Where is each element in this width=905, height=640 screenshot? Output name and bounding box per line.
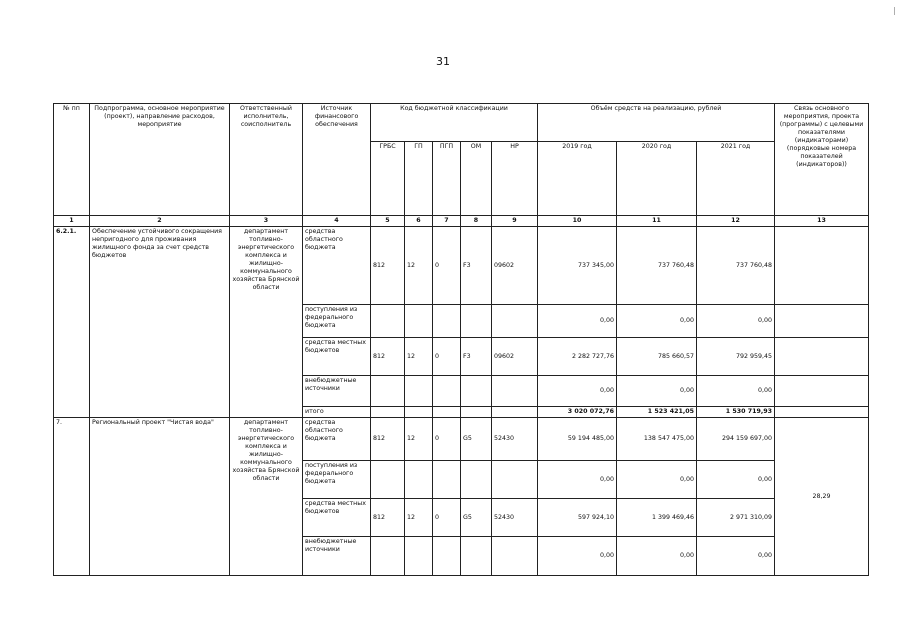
header-budget-code: Код бюджетной классификации: [371, 104, 538, 142]
grbs-code: [371, 376, 405, 407]
np-code: 52430: [492, 418, 538, 461]
grbs-code: 812: [371, 418, 405, 461]
gp-code: 12: [405, 418, 433, 461]
np-code: [492, 537, 538, 576]
column-number: 11: [617, 216, 697, 227]
pgp-code: [433, 305, 461, 338]
amount-2021: 294 159 697,00: [697, 418, 775, 461]
amount-2019: 597 924,10: [538, 499, 617, 537]
amount-2020: 737 760,48: [617, 227, 697, 305]
om-code: [461, 305, 492, 338]
amount-2019: 59 194 485,00: [538, 418, 617, 461]
np-code: 52430: [492, 499, 538, 537]
grbs-code: [371, 305, 405, 338]
grbs-code: 812: [371, 499, 405, 537]
funding-source: внебюджетные источники: [303, 537, 371, 576]
amount-2021: 0,00: [697, 305, 775, 338]
header-responsible: Ответственный исполнитель, соисполнитель: [230, 104, 303, 216]
column-number: 5: [371, 216, 405, 227]
gp-code: 12: [405, 499, 433, 537]
pgp-code: 0: [433, 338, 461, 376]
amount-2021: 0,00: [697, 461, 775, 499]
funding-source: средства областного бюджета: [303, 418, 371, 461]
funding-source: поступления из федерального бюджета: [303, 305, 371, 338]
amount-2021: 792 959,45: [697, 338, 775, 376]
column-number: 6: [405, 216, 433, 227]
om-code: [461, 407, 492, 418]
funding-source: средства областного бюджета: [303, 227, 371, 305]
pgp-code: 0: [433, 227, 461, 305]
gp-code: [405, 305, 433, 338]
om-code: G5: [461, 499, 492, 537]
indicator-link: [775, 227, 869, 305]
row-number: 7.: [54, 418, 90, 576]
funding-source: средства местных бюджетов: [303, 499, 371, 537]
amount-2020: 138 547 475,00: [617, 418, 697, 461]
page-number: 31: [436, 55, 450, 68]
pgp-code: 0: [433, 499, 461, 537]
measure-name: Обеспечение устойчивого сокращения непригодного для проживания жилищного фонда за счет средств бюджетов: [90, 227, 230, 418]
funding-source-total: итого: [303, 407, 371, 418]
np-code: [492, 407, 538, 418]
np-code: [492, 376, 538, 407]
indicator-link: 28,29: [775, 418, 869, 576]
gp-code: 12: [405, 227, 433, 305]
indicator-link: [775, 407, 869, 418]
grbs-code: 812: [371, 227, 405, 305]
row-number: 6.2.1.: [54, 227, 90, 418]
om-code: G5: [461, 418, 492, 461]
pgp-code: 0: [433, 418, 461, 461]
column-number: 1: [54, 216, 90, 227]
column-number: 10: [538, 216, 617, 227]
gp-code: [405, 461, 433, 499]
header-2021: 2021 год: [697, 142, 775, 216]
responsible-executor: департамент топливно-энергетического комплекса и жилищно-коммунального хозяйства Брянской области: [230, 227, 303, 418]
header-np: НР: [492, 142, 538, 216]
header-grbs: ГРБС: [371, 142, 405, 216]
gp-code: 12: [405, 338, 433, 376]
om-code: F3: [461, 227, 492, 305]
margin-mark: |: [893, 6, 896, 15]
header-2019: 2019 год: [538, 142, 617, 216]
column-number: 7: [433, 216, 461, 227]
total-2020: 1 523 421,05: [617, 407, 697, 418]
indicator-link: [775, 338, 869, 376]
amount-2020: 0,00: [617, 305, 697, 338]
grbs-code: [371, 537, 405, 576]
indicator-link: [775, 305, 869, 338]
om-code: [461, 376, 492, 407]
header-subprogram: Подпрограмма, основное мероприятие (проект), направление расходов, мероприятие: [90, 104, 230, 216]
column-number: 4: [303, 216, 371, 227]
grbs-code: 812: [371, 338, 405, 376]
np-code: [492, 461, 538, 499]
column-number: 2: [90, 216, 230, 227]
amount-2020: 785 660,57: [617, 338, 697, 376]
om-code: [461, 461, 492, 499]
total-2019: 3 020 072,76: [538, 407, 617, 418]
amount-2020: 0,00: [617, 461, 697, 499]
amount-2019: 0,00: [538, 461, 617, 499]
column-number: 9: [492, 216, 538, 227]
header-pgp: ПГП: [433, 142, 461, 216]
column-number: 13: [775, 216, 869, 227]
pgp-code: [433, 461, 461, 499]
amount-2020: 1 399 469,46: [617, 499, 697, 537]
funding-source: средства местных бюджетов: [303, 338, 371, 376]
np-code: [492, 305, 538, 338]
header-no: № пп: [54, 104, 90, 216]
amount-2019: 0,00: [538, 376, 617, 407]
pgp-code: [433, 376, 461, 407]
column-number: 8: [461, 216, 492, 227]
budget-table: [53, 103, 869, 576]
gp-code: [405, 407, 433, 418]
header-gp: ГП: [405, 142, 433, 216]
om-code: F3: [461, 338, 492, 376]
amount-2020: 0,00: [617, 376, 697, 407]
column-number: 12: [697, 216, 775, 227]
amount-2021: 0,00: [697, 537, 775, 576]
amount-2019: 0,00: [538, 305, 617, 338]
grbs-code: [371, 461, 405, 499]
om-code: [461, 537, 492, 576]
header-source: Источник финансового обеспечения: [303, 104, 371, 216]
pgp-code: [433, 407, 461, 418]
funding-source: поступления из федерального бюджета: [303, 461, 371, 499]
responsible-executor: департамент топливно-энергетического комплекса и жилищно-коммунального хозяйства Брянской области: [230, 418, 303, 576]
header-om: ОМ: [461, 142, 492, 216]
indicator-link: [775, 376, 869, 407]
grbs-code: [371, 407, 405, 418]
amount-2021: 2 971 310,09: [697, 499, 775, 537]
funding-source: внебюджетные источники: [303, 376, 371, 407]
amount-2019: 2 282 727,76: [538, 338, 617, 376]
total-2021: 1 530 719,93: [697, 407, 775, 418]
gp-code: [405, 376, 433, 407]
np-code: 09602: [492, 338, 538, 376]
pgp-code: [433, 537, 461, 576]
column-number: 3: [230, 216, 303, 227]
amount-2020: 0,00: [617, 537, 697, 576]
np-code: 09602: [492, 227, 538, 305]
amount-2021: 0,00: [697, 376, 775, 407]
table-row: [54, 418, 869, 461]
table-row: [54, 227, 869, 305]
header-link: Связь основного мероприятия, проекта (программы) с целевыми показателями (индикаторами) (порядковые номера показателей (индикаторов)): [775, 104, 869, 216]
header-volume: Объём средств на реализацию, рублей: [538, 104, 775, 142]
amount-2019: 737 345,00: [538, 227, 617, 305]
gp-code: [405, 537, 433, 576]
amount-2019: 0,00: [538, 537, 617, 576]
amount-2021: 737 760,48: [697, 227, 775, 305]
measure-name: Региональный проект "Чистая вода": [90, 418, 230, 576]
header-2020: 2020 год: [617, 142, 697, 216]
